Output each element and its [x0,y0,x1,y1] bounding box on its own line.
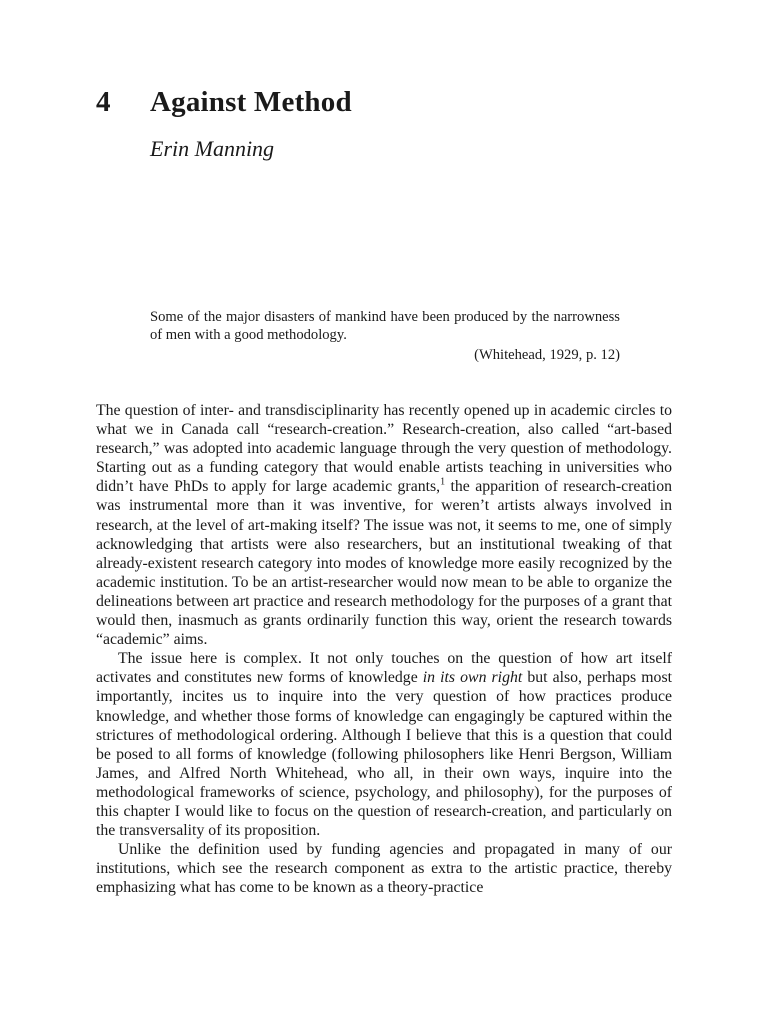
paragraph-2-text-a: The issue here is complex. It not only touches on the question of how art itself activates and constitutes new forms of knowledge [96,650,672,687]
paragraph-1 [96,401,672,649]
paragraph-3: Unlike the definition used by funding agencies and propagated in many of our institutions, which see the research component as extra to the artistic practice, thereby emphasizing what has come to be known as a theory-practice [96,841,672,897]
chapter-number: 4 [96,86,111,118]
paragraph-1-text-a: The question of inter- and transdisciplinarity has recently opened up in academic circles to what we in Canada call “research-creation.” Research-creation, also called “art-based research,” was adopted into academic language through the very question of methodology. Starting out as a funding category that would enable artists teaching in universities who didn’t have PhDs to apply for large academic grants, [96,402,672,496]
epigraph-quote: Some of the major disasters of mankind have been produced by the narrowness of men with a good methodology. [150,309,620,343]
chapter-author: Erin Manning [150,136,275,161]
chapter-title: Against Method [150,86,352,118]
epigraph [150,308,620,364]
paragraph-2-text-b: but also, perhaps most importantly, incites us to inquire into the very question of how practices produce knowledge, and whether those forms of knowledge can engagingly be captured within the strictures of methodological ordering. Although I believe that this is a question that could be posed to all forms of knowledge (following philosophers like Henri Bergson, William James, and Alfred North Whitehead, who all, in their own ways, inquire into the methodological frameworks of science, psychology, and philosophy), for the purposes of this chapter I would like to focus on the question of research-creation, and particularly on the transversality of its proposition. [96,669,672,840]
chapter-heading [96,86,352,119]
epigraph-citation: (Whitehead, 1929, p. 12) [474,347,620,363]
chapter-body [96,401,672,897]
footnote-reference[interactable]: 1 [440,477,446,489]
paragraph-2-emphasis: in its own right [422,669,523,687]
paragraph-2 [96,649,672,840]
paragraph-1-text-b: the apparition of research-creation was instrumental more than it was inventive, for weren’t artists always involved in research, at the level of art-making itself? The issue was not, it seems to me, one of simply acknowledging that artists were also researchers, but an institutional tweaking of that already-existent research category into modes of knowledge more easily recognized by the academic institution. To be an artist-researcher would now mean to be able to organize the delineations between art practice and research methodology for the purposes of a grant that would then, inasmuch as grants ordinarily function this way, orient the research towards “academic” aims. [96,478,672,649]
